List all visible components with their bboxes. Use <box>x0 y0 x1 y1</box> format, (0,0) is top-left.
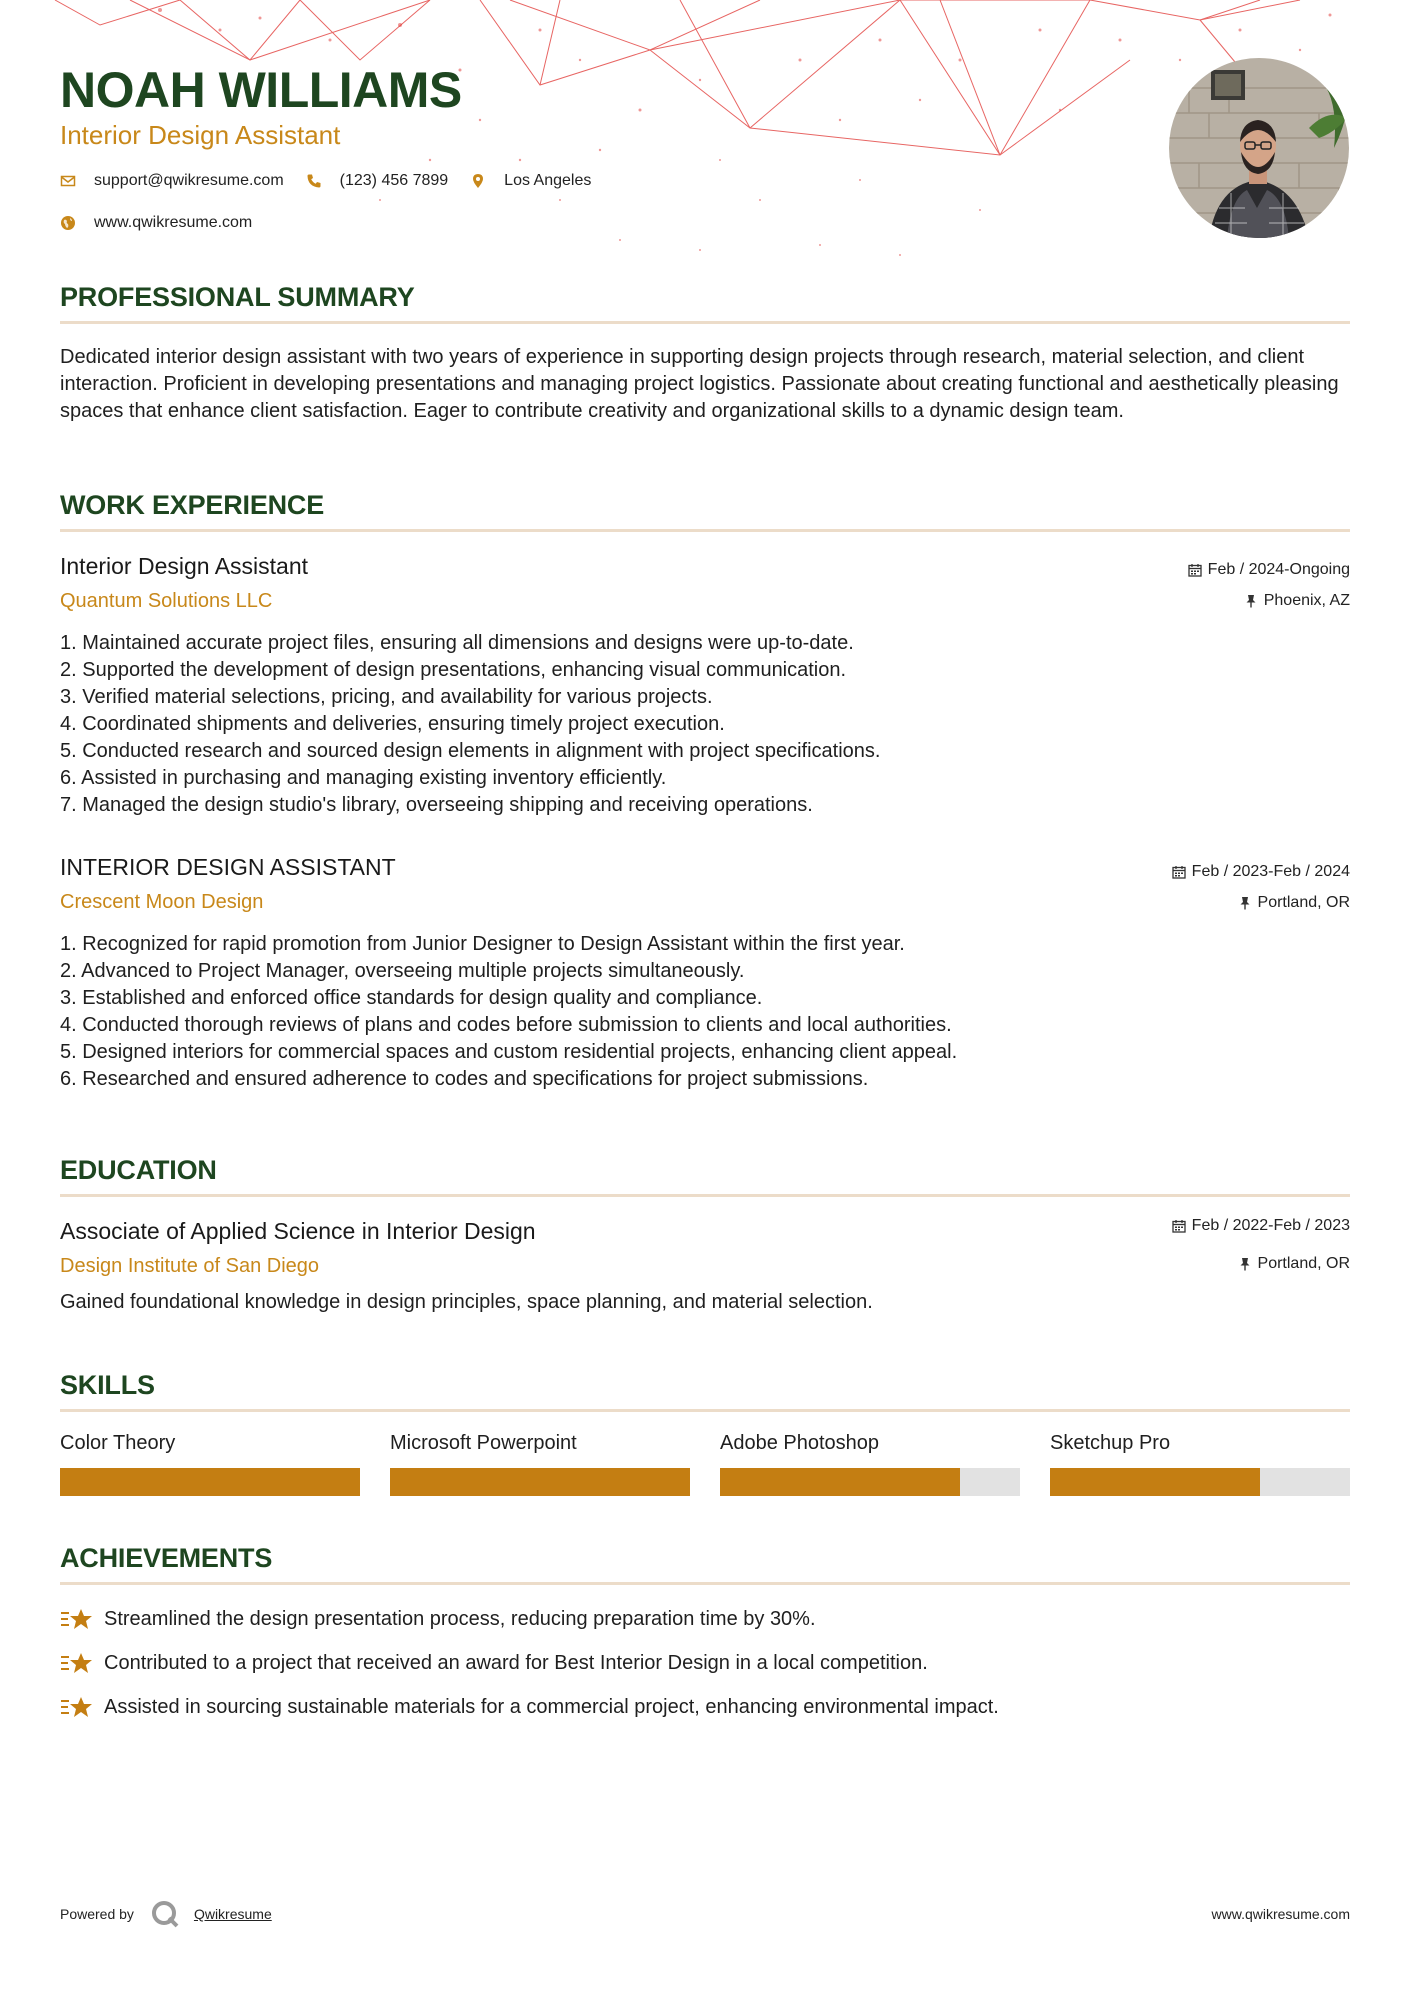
skill-bar-fill <box>390 1468 690 1496</box>
list-item: 6. Assisted in purchasing and managing existing inventory efficiently. <box>60 767 667 789</box>
job-title: INTERIOR DESIGN ASSISTANT <box>60 854 396 880</box>
contact-phone[interactable] <box>306 172 449 190</box>
skill-bar <box>1050 1468 1350 1496</box>
skill-name: Microsoft Powerpoint <box>390 1432 577 1454</box>
section-divider <box>60 321 1350 324</box>
profile-photo <box>1169 58 1349 238</box>
degree-title: Associate of Applied Science in Interior Design <box>60 1218 536 1244</box>
phone-text: (123) 456 7899 <box>339 172 449 189</box>
globe-icon <box>60 215 76 231</box>
pushpin-icon <box>1238 1257 1252 1271</box>
list-item: 4. Conducted thorough reviews of plans and codes before submission to clients and local authorities. <box>60 1014 952 1036</box>
list-item: 1. Maintained accurate project files, ensuring all dimensions and designs were up-to-date. <box>60 632 854 654</box>
section-divider <box>60 529 1350 532</box>
skill-bar <box>60 1468 360 1496</box>
star-list-icon <box>60 1649 94 1677</box>
envelope-icon <box>60 173 76 189</box>
summary-text: Dedicated interior design assistant with two years of experience in supporting design projects through research, material selection, and client interaction. Proficient in developing presentations and managing project logistics. Passionate about creating functional and aesthetically pleasing spaces that enhance client satisfaction. Eager to contribute creativity and organizational skills to a dynamic design team. <box>60 346 1339 422</box>
job-dates <box>1188 559 1350 581</box>
contact-row <box>60 172 613 190</box>
achievement-item <box>60 1649 928 1677</box>
list-item: 7. Managed the design studio's library, overseeing shipping and receiving operations. <box>60 794 813 816</box>
calendar-icon <box>1172 865 1186 879</box>
job-location <box>1238 892 1350 914</box>
contact-email[interactable] <box>60 172 284 190</box>
list-item: 2. Advanced to Project Manager, overseeing multiple projects simultaneously. <box>60 960 745 982</box>
job-dates-text: Feb / 2024-Ongoing <box>1207 561 1350 578</box>
calendar-icon <box>1172 1219 1186 1233</box>
job-location-text: Phoenix, AZ <box>1263 592 1350 609</box>
section-divider <box>60 1582 1350 1585</box>
education-dates <box>1172 1215 1350 1237</box>
education-location <box>1238 1253 1350 1275</box>
skill-bar <box>720 1468 1020 1496</box>
email-text: support@qwikresume.com <box>94 172 284 189</box>
footer-website[interactable]: www.qwikresume.com <box>1211 1906 1350 1922</box>
list-item: 5. Conducted research and sourced design elements in alignment with project specifications. <box>60 740 881 762</box>
list-item: 5. Designed interiors for commercial spaces and custom residential projects, enhancing client appeal. <box>60 1041 958 1063</box>
skill-bar-fill <box>1050 1468 1260 1496</box>
achievement-item <box>60 1693 999 1721</box>
website-text: www.qwikresume.com <box>94 214 253 231</box>
skill-name: Color Theory <box>60 1432 176 1454</box>
list-item: 6. Researched and ensured adherence to codes and specifications for project submissions. <box>60 1068 869 1090</box>
star-list-icon <box>60 1605 94 1633</box>
calendar-icon <box>1188 563 1202 577</box>
achievement-text: Contributed to a project that received an award for Best Interior Design in a local competition. <box>104 1652 928 1674</box>
job-responsibilities <box>60 931 1350 1093</box>
education-dates-text: Feb / 2022-Feb / 2023 <box>1191 1217 1350 1234</box>
location-text: Los Angeles <box>504 172 592 189</box>
footer-powered-by <box>60 1899 272 1929</box>
job-company: Crescent Moon Design <box>60 891 264 913</box>
school-name: Design Institute of San Diego <box>60 1255 320 1277</box>
skills-heading: SKILLS <box>60 1370 155 1400</box>
job-dates <box>1172 861 1350 883</box>
list-item: 1. Recognized for rapid promotion from Junior Designer to Design Assistant within the first year. <box>60 933 905 955</box>
list-item: 2. Supported the development of design presentations, enhancing visual communication. <box>60 659 847 681</box>
job-location <box>1244 590 1350 612</box>
map-pin-icon <box>470 173 486 189</box>
job-dates-text: Feb / 2023-Feb / 2024 <box>1191 863 1350 880</box>
achievement-text: Assisted in sourcing sustainable materials for a commercial project, enhancing environmental impact. <box>104 1696 999 1718</box>
star-list-icon <box>60 1693 94 1721</box>
summary-heading: PROFESSIONAL SUMMARY <box>60 282 415 312</box>
candidate-name: NOAH WILLIAMS <box>60 62 462 118</box>
achievement-item <box>60 1605 816 1633</box>
qwikresume-logo-icon <box>150 1899 180 1929</box>
pushpin-icon <box>1238 896 1252 910</box>
skill-name: Sketchup Pro <box>1050 1432 1171 1454</box>
achievements-heading: ACHIEVEMENTS <box>60 1543 273 1573</box>
experience-heading: WORK EXPERIENCE <box>60 490 325 520</box>
qwikresume-link[interactable]: Qwikresume <box>193 1906 272 1922</box>
list-item: 3. Verified material selections, pricing, and availability for various projects. <box>60 686 713 708</box>
phone-icon <box>306 173 322 189</box>
job-title: Interior Design Assistant <box>60 553 309 579</box>
education-description: Gained foundational knowledge in design principles, space planning, and material selection. <box>60 1291 873 1313</box>
skill-bar-fill <box>60 1468 360 1496</box>
job-responsibilities <box>60 630 1350 819</box>
job-company: Quantum Solutions LLC <box>60 590 273 612</box>
achievement-text: Streamlined the design presentation process, reducing preparation time by 30%. <box>104 1608 816 1630</box>
skill-name: Adobe Photoshop <box>720 1432 880 1454</box>
contact-location <box>470 172 591 190</box>
job-location-text: Portland, OR <box>1257 894 1350 911</box>
education-location-text: Portland, OR <box>1257 1255 1350 1272</box>
list-item: 4. Coordinated shipments and deliveries, ensuring timely project execution. <box>60 713 725 735</box>
skill-bar <box>390 1468 690 1496</box>
contact-website[interactable] <box>60 214 252 232</box>
pushpin-icon <box>1244 594 1258 608</box>
list-item: 3. Established and enforced office standards for design quality and compliance. <box>60 987 763 1009</box>
candidate-role: Interior Design Assistant <box>60 120 341 150</box>
education-heading: EDUCATION <box>60 1155 217 1185</box>
section-divider <box>60 1194 1350 1197</box>
contact-row-2 <box>60 214 274 232</box>
skill-bar-fill <box>720 1468 960 1496</box>
powered-by-text: Powered by <box>60 1906 134 1922</box>
section-divider <box>60 1409 1350 1412</box>
